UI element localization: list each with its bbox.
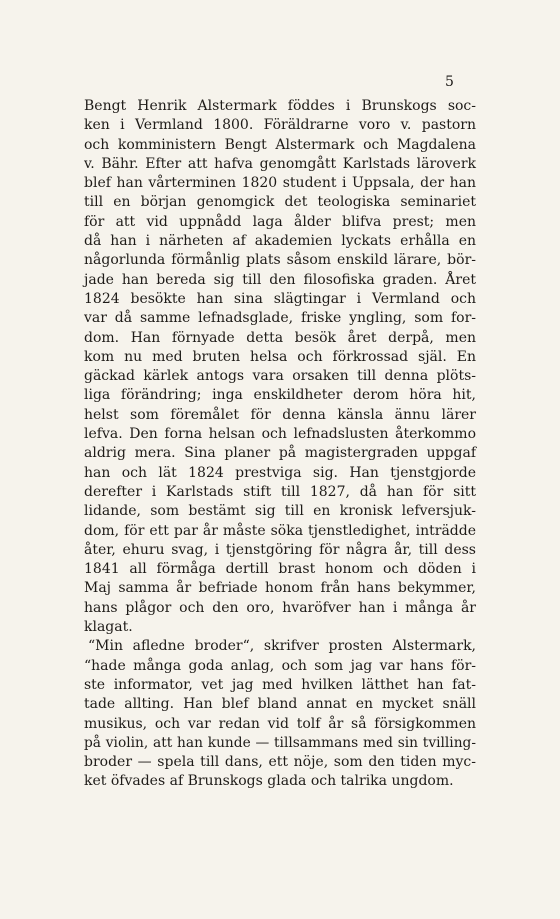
text-line: 1824 besökte han sina slägtingar i Vermland och (84, 290, 476, 307)
page-number: 5 (445, 74, 454, 90)
text-line: kom nu med bruten helsa och förkrossad själ. En (84, 348, 476, 365)
text-line: ken i Vermland 1800. Föräldrarne voro v. pastorn (84, 117, 476, 134)
text-line: dom. Han förnyade detta besök året derpå, men (84, 329, 476, 346)
text-line: gäckad kärlek antogs vara orsaken till denna plöts- (84, 368, 476, 385)
text-line: ket öfvades af Brunskogs glada och talrika ungdom. (84, 773, 454, 790)
text-line: 1841 all förmåga dertill brast honom och döden i (84, 561, 476, 578)
text-line: jade han bereda sig till den filosofiska graden. Året (84, 271, 476, 288)
text-line: musikus, och var redan vid tolf år så försigkommen (84, 715, 476, 732)
text-line: ste informator, vet jag med hvilken lätthet han fat- (84, 676, 476, 693)
text-line: Bengt Henrik Alstermark föddes i Brunskogs soc- (84, 98, 476, 114)
text-line: “hade många goda anlag, och som jag var hans för- (84, 657, 476, 674)
text-line: och komministern Bengt Alstermark och Magdalena (84, 136, 476, 153)
text-line: aldrig mera. Sina planer på magistergraden uppgaf (84, 445, 476, 462)
text-line: tade allting. Han blef bland annat en mycket snäll (84, 696, 476, 713)
text-line: klagat. (84, 619, 133, 636)
text-line: blef han vårterminen 1820 student i Uppsala, der han (84, 175, 476, 192)
text-line: dom, för ett par år måste söka tjenstledighet, inträdde (84, 522, 476, 539)
text-line: v. Bähr. Efter att hafva genomgått Karlstads läroverk (84, 155, 476, 172)
text-line: liga förändring; inga enskildheter derom höra hit, (84, 387, 476, 404)
text-line: någorlunda förmånlig plats såsom enskild lärare, bör- (84, 252, 476, 269)
text-line: Maj samma år befriade honom från hans bekymmer, (84, 580, 476, 597)
text-line: “Min afledne broder“, skrifver prosten Alstermark, (88, 638, 476, 655)
text-line: hans plågor och den oro, hvaröfver han i många år (84, 599, 476, 616)
text-line: då han i närheten af akademien lyckats erhålla en (84, 233, 476, 250)
text-line: på violin, att han kunde — tillsammans med sin tvilling- (84, 734, 476, 751)
text-line: för att vid uppnådd laga ålder blifva prest; men (84, 213, 476, 230)
text-line: han och lät 1824 prestviga sig. Han tjenstgjorde (84, 464, 476, 481)
text-line: lefva. Den forna helsan och lefnadslusten återkommo (84, 426, 476, 443)
text-line: till en början genomgick det teologiska seminariet (84, 194, 476, 211)
text-line: lidande, som bestämt sig till en kronisk lefversjuk- (84, 503, 476, 520)
text-line: broder — spela till dans, ett nöje, som den tiden myc- (84, 754, 476, 771)
text-line: derefter i Karlstads stift till 1827, då han för sitt (84, 483, 476, 500)
text-line: åter, ehuru svag, i tjenstgöring för några år, till dess (84, 541, 476, 558)
body-text (84, 97, 476, 792)
text-line: var då samme lefnadsglade, friske yngling, som for- (84, 310, 476, 327)
text-line: helst som föremålet för denna känsla ännu lärer (84, 406, 476, 423)
